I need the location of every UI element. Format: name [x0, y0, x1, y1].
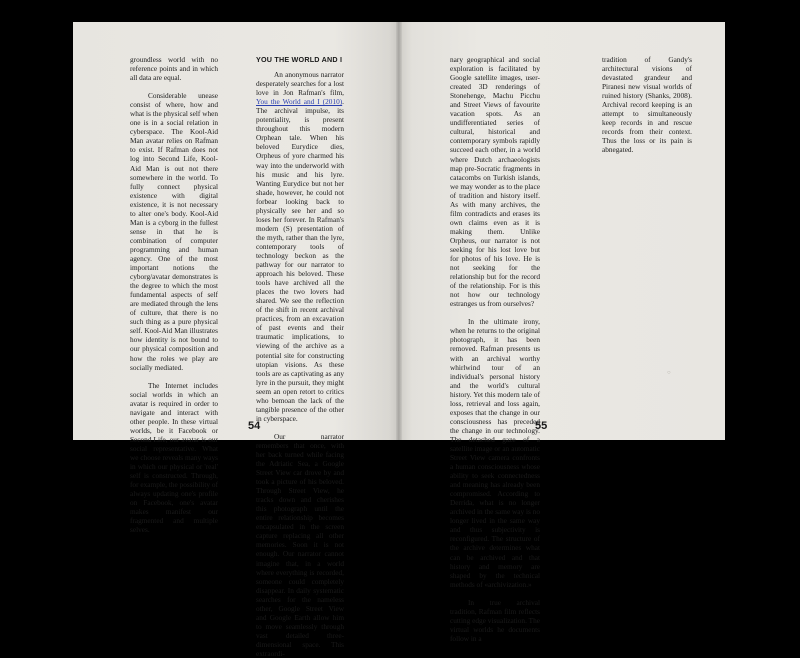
left-page-column-2 [256, 55, 344, 658]
left-page-column-1 [130, 55, 218, 534]
paper-speck: ○ [667, 370, 671, 376]
paragraph: tradition of Gandy's architectural visions of devastated grandeur and Piranesi new visual worlds of ruined history (Shanks, 2008). Archival record keeping is an attempt to simultaneously keep records in and rescue records from their context. Thus the loss or its pain is abnegated. [602, 55, 692, 155]
film-title-link[interactable]: You the World and I (2010) [256, 97, 343, 107]
page-number-left: 54 [248, 420, 261, 432]
paragraph [256, 70, 344, 423]
paragraph: In true archival tradition, Rafman film reflects cutting edge visualization. The virtual worlds he documents follow in a [450, 597, 540, 643]
left-page [73, 22, 399, 440]
section-heading: YOU THE WORLD AND I [256, 55, 343, 64]
right-page-column-1 [450, 55, 540, 643]
paragraph: In the ultimate irony, when he returns to the original photograph, it has been removed. Rafman presents us with an archival worthy whirlwind tour of an individual's personal history and the world's cultural history. Yet this modern tale of loss, retrieval and loss again, exposes that the change in our consciousness has preceded the change in our technology. The detached gaze of a satellite image or an automatic Street View camera confronts a human consciousness whose ability to seek connectedness and meaning has already been compromised. According to Derrida, what is no longer archived in the same way is no longer lived in the same way and thus subjectivity is reconfigured. The structure of the archive determines what can be archived and that history and memory are shaped by the technical methods of «archivization.» [450, 317, 540, 589]
book-gutter [396, 22, 402, 440]
page-number-right: 55 [535, 420, 548, 432]
paragraph: The Internet includes social worlds in which an avatar is required in order to navigate and interact with other people. In these virtual worlds, be it Facebook or Second Life, our avatar is our social representative. What we choose reveals many ways in which our physical or 'real' self is constructed. Through, for example, the possibility of always updating one's profile on Facebook, one's avatar makes manifest our fragmented and multiple selves. [130, 380, 218, 535]
paragraph: Our narrator remembers that once, with her back turned while facing the Adriatic Sea, a Google Street View car drove by and took a picture of his beloved. Through Street View, he tracks down and cherishes this photograph until the entire relationship becomes encapsulated in the screen capture replacing all other memories. Soon it is not enough. Our narrator cannot imagine that, in a world where everything is recorded, someone could completely disappear. In daily systematic searches for the nameless other, Google Street View and Google Earth allow him to move seamlessly through vast detailed three-dimensional space. This extraordi- [256, 431, 344, 658]
paragraph: groundless world with no reference points and in which all data are equal. [130, 55, 218, 83]
paragraph-text: An anonymous narrator desperately searches for a lost love in Jon Rafman's film, [256, 70, 344, 98]
book-spread [73, 22, 725, 658]
paragraph: Considerable unease consist of where, how and what is the physical self when one is in a social relation in cyberspace. The Kool-Aid Man avatar relies on Rafman to exist. If Rafman does not log into Second Life, Kool-Aid Man is out not there somewhere in the world. To fully connect physical existence with digital existence, it is not necessary to alter one's body. Kool-Aid Man is a cyborg in the fullest sense in that he is combination of computer programming and human agency. One of the most important notions the cyborg/avatar demonstrates is the degree to which the most fundamental aspects of self are mediated through the lens of culture, that there is no such thing as a pure physical self. Kool-Aid Man illustrates how identity is not bound to our physical composition and how the roles we play are socially mediated. [130, 91, 218, 372]
paragraph-text: . The archival impulse, its potentiality, is present throughout this modern Orphean tale. When his beloved Eurydice dies, Orpheus of yore charmed his way into the underworld with his music and his lyre. Wanting Eurydice but not her shade, however, he could not forbear looking back to physically see her and so loses her forever. In Rafman's modern (S) presentation of the myth, rather than the lyre, contemporary tools of technology beckon as the pathway for our narrator to approach his beloved. These tools have archived all the places the two lovers had shared. We see the reflection of the shift in recent archival practices, from an excavation of past events and their traumatic implications, to viewing of the archive as a potential site for constructing utopian visions. As these tools are as captivating as any lyre in the pursuit, they might seem an open retort to critics who bemoan the lack of the tangible presence of the other in cyberspace. [256, 97, 344, 423]
paragraph: nary geographical and social exploration is facilitated by Google satellite images, user-created 3D renderings of Stonehenge, Machu Picchu and Street Views of favourite vacation spots. As an undifferentiated series of cultural, historical and contemporary symbols rapidly succeed each other, in a world where Dutch archaeologists map pre-Socratic fragments in catacombs on Turkish islands, we may wonder as to the place of tradition and history itself. As with many archives, the film contradicts and erases its own claims even as it is making them. Unlike Orpheus, our narrator is not seeking for his lost love but for photos of his love. He is not seeking for the relationship but for the record of the relationship. For is this not how our technology estranges us from ourselves? [450, 55, 540, 309]
right-page-column-2 [602, 55, 692, 155]
